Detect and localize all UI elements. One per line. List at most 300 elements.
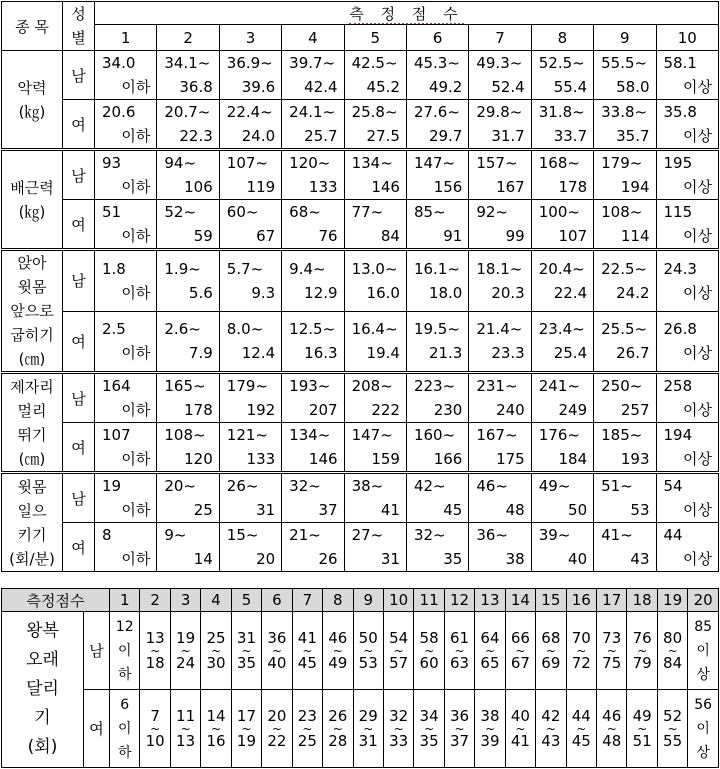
score-cell: [469, 250, 531, 312]
range-low: 19: [102, 477, 122, 495]
range-low: 2.6~: [164, 320, 201, 339]
score-cell: [344, 100, 406, 150]
score-header-14: 14: [505, 589, 535, 612]
gender-cell: 여: [63, 423, 95, 473]
gender-cell: 여: [63, 311, 95, 373]
range-low: 9~: [164, 526, 187, 544]
range-low: 13: [145, 628, 165, 647]
range-low: 49.3~: [476, 54, 523, 72]
range-high: 194: [620, 178, 650, 196]
range-low: 107: [102, 426, 131, 444]
range-low: 34: [419, 706, 439, 725]
score-cell: [344, 473, 406, 523]
score-header-10: 10: [656, 25, 718, 51]
score-cell: [292, 690, 322, 768]
range-tilde: ~: [484, 643, 495, 658]
range-high: 257: [620, 401, 650, 419]
score-cell: [531, 423, 593, 473]
range-low: 165~: [164, 377, 206, 395]
range-low: 185~: [601, 426, 643, 444]
range-high: 26: [318, 550, 338, 568]
score-header-16: 16: [566, 589, 596, 612]
score-cell: [469, 311, 531, 373]
range-low: 39~: [538, 526, 571, 544]
range-low: 5.7~: [226, 259, 264, 278]
score-cell: [170, 612, 200, 690]
score-cell: [383, 612, 413, 690]
score-cell: [406, 311, 468, 373]
range-high: 28: [328, 731, 348, 750]
score-cell: [157, 100, 219, 150]
range-low: 134~: [351, 154, 393, 172]
range-low: 54: [389, 628, 409, 647]
event-row: [2, 473, 719, 523]
header-item: 종 목: [2, 2, 63, 51]
range-high: 52.4: [491, 78, 525, 96]
range-low: 32~: [413, 526, 446, 544]
range-low: 121~: [226, 426, 268, 444]
range-low: 147~: [351, 426, 393, 444]
range-high: 20.3: [491, 283, 525, 302]
range-high: 53: [630, 501, 650, 519]
range-low: 52~: [164, 203, 197, 221]
range-high: 67: [256, 227, 276, 245]
range-high: 207: [308, 401, 338, 419]
score-cell: [219, 200, 281, 250]
score-cell: [262, 690, 292, 768]
gender-cell: 여: [63, 100, 95, 150]
event-row: [2, 423, 719, 473]
range-high: 33: [389, 731, 409, 750]
event-row: [2, 200, 719, 250]
range-high: 이상: [683, 550, 712, 568]
score-cell: [219, 373, 281, 423]
score-cell: [344, 250, 406, 312]
score-header-17: 17: [597, 589, 627, 612]
range-low: 27.6~: [413, 103, 460, 121]
score-header-11: 11: [414, 589, 444, 612]
score-cell: [157, 200, 219, 250]
range-tilde: ~: [332, 643, 343, 658]
score-cell: [656, 100, 718, 150]
range-low: 208~: [351, 377, 393, 395]
range-high: 240: [496, 401, 525, 419]
range-high: 76: [318, 227, 338, 245]
range-high: 167: [496, 178, 525, 196]
score-header-18: 18: [627, 589, 657, 612]
score-cell: [282, 51, 344, 100]
range-tilde: ~: [667, 643, 678, 658]
score-cell: [594, 100, 656, 150]
score-header-4: 4: [201, 589, 231, 612]
range-high: 31: [380, 550, 400, 568]
score-header-3: 3: [219, 25, 281, 51]
range-low: 20: [267, 706, 287, 725]
score-cell: [597, 612, 627, 690]
range-high: 16.3: [304, 344, 338, 363]
score-cell: [282, 150, 344, 200]
range-low: 70: [571, 628, 591, 647]
score-cell: [344, 150, 406, 200]
range-low: 64: [480, 628, 500, 647]
range-high: 10: [145, 731, 165, 750]
range-low: 54: [663, 477, 683, 495]
range-low: 36: [267, 628, 287, 647]
range-high: 58.0: [616, 78, 650, 96]
range-high: 25: [297, 731, 317, 750]
range-high: 이하: [121, 283, 151, 302]
range-low: 13.0~: [351, 259, 398, 278]
range-low: 22.5~: [601, 259, 648, 278]
gender-cell: 남: [84, 612, 110, 690]
score-cell: [157, 523, 219, 572]
range-low: 20~: [164, 477, 197, 495]
score-cell: [469, 373, 531, 423]
event-name: 앉아 윗몸 앞으로 굽히기 (㎝): [2, 250, 63, 373]
range-high: 49: [328, 653, 348, 672]
score-cell: [406, 100, 468, 150]
score-cell: [344, 523, 406, 572]
range-low: 20.6: [102, 103, 136, 121]
event-row: [2, 523, 719, 572]
score-cell: [219, 523, 281, 572]
event-name: 제자리 멀리 뛰기 (㎝): [2, 373, 63, 473]
range-low: 29.8~: [476, 103, 523, 121]
range-low: 49~: [538, 477, 571, 495]
range-low: 193~: [289, 377, 331, 395]
range-high: 이하: [121, 178, 151, 196]
score-header-7: 7: [469, 25, 531, 51]
range-low: 40: [510, 706, 530, 725]
range-high: 41: [380, 501, 400, 519]
range-high: 133: [308, 178, 338, 196]
range-high: 24.0: [241, 127, 276, 145]
range-tilde: ~: [363, 721, 374, 736]
range-low: 58.1: [663, 54, 697, 72]
range-low: 25.8~: [351, 103, 398, 121]
score-cell: [531, 150, 593, 200]
range-low: 194: [663, 426, 693, 444]
range-tilde: ~: [302, 721, 313, 736]
range-low: 157~: [476, 154, 518, 172]
range-low: 26.8: [663, 320, 697, 339]
range-high: 133: [246, 450, 276, 468]
score-cell: [219, 150, 281, 200]
range-low: 258: [663, 377, 693, 395]
range-high: 69: [541, 653, 561, 672]
range-high: 29.7: [428, 127, 463, 145]
event-row: [2, 100, 719, 150]
range-high: 이하: [121, 227, 151, 245]
score-cell: [406, 473, 468, 523]
score-cell: [406, 250, 468, 312]
range-high: 37: [449, 731, 470, 750]
range-low: 80: [663, 628, 683, 647]
range-high: 7.9: [188, 344, 213, 363]
range-high: 222: [371, 401, 400, 419]
score-cell: [95, 423, 157, 473]
score-cell: [656, 523, 718, 572]
score-cell: [353, 612, 383, 690]
range-low: 36~: [476, 526, 508, 544]
score-cell: [219, 311, 281, 373]
range-high: 5.6: [188, 283, 213, 302]
range-high: 72: [571, 653, 591, 672]
range-tilde: ~: [545, 721, 556, 736]
range-high: 63: [449, 653, 470, 672]
score-cell: [140, 612, 170, 690]
score-cell: [469, 423, 531, 473]
range-low: 11: [176, 706, 196, 725]
score-cell: [531, 373, 593, 423]
range-low: 16.1~: [413, 259, 460, 278]
range-low: 168~: [538, 154, 580, 172]
event-row: [2, 690, 719, 768]
score-cell-last: 85 이 상: [688, 612, 719, 690]
score-header-6: 6: [262, 589, 292, 612]
range-low: 8.0~: [226, 320, 264, 339]
range-tilde: ~: [302, 643, 313, 658]
range-high: 67: [510, 653, 530, 672]
score-cell: [531, 523, 593, 572]
event-name: 악력 (㎏): [2, 51, 63, 150]
score-header-9: 9: [353, 589, 383, 612]
gender-cell: 남: [63, 373, 95, 423]
range-low: 36: [449, 706, 470, 725]
range-tilde: ~: [241, 643, 252, 658]
gender-cell: 남: [63, 473, 95, 523]
range-high: 60: [419, 653, 439, 672]
range-tilde: ~: [393, 721, 404, 736]
range-low: 195: [663, 154, 693, 172]
score-cell: [469, 51, 531, 100]
range-high: 39: [480, 731, 500, 750]
score-cell: [406, 150, 468, 200]
score-cell: [531, 51, 593, 100]
score-cell: [656, 311, 718, 373]
header-measure-score: [95, 2, 719, 25]
range-low: 41: [297, 628, 317, 647]
range-high: 35.7: [616, 127, 650, 145]
event-name: 왕복 오래 달리 기 (회): [2, 612, 84, 768]
gender-cell: 여: [84, 690, 110, 768]
range-high: 12.4: [241, 344, 276, 363]
score-cell: [656, 250, 718, 312]
range-high: 51: [632, 731, 652, 750]
range-low: 21.4~: [476, 320, 523, 339]
range-high: 이하: [121, 127, 151, 145]
score-cell: [536, 690, 566, 768]
range-low: 167~: [476, 426, 518, 444]
range-tilde: ~: [637, 721, 648, 736]
range-high: 이상: [683, 450, 712, 468]
range-low: 92~: [476, 203, 508, 221]
score-cell: [594, 200, 656, 250]
range-low: 31.8~: [538, 103, 585, 121]
score-cell: [157, 150, 219, 200]
range-high: 184: [558, 450, 588, 468]
score-cell: [95, 150, 157, 200]
score-cell: [444, 612, 474, 690]
score-cell: [414, 690, 444, 768]
range-high: 166: [433, 450, 463, 468]
event-row: [2, 373, 719, 423]
range-low: 108~: [164, 426, 206, 444]
range-high: 48: [505, 501, 525, 519]
range-high: 43: [630, 550, 650, 568]
range-high: 43: [541, 731, 561, 750]
gender-cell: 남: [63, 51, 95, 100]
range-low: 42.5~: [351, 54, 398, 72]
range-low: 26: [328, 706, 348, 725]
range-low: 73: [602, 628, 622, 647]
range-high: 35: [443, 550, 463, 568]
range-high: 27.5: [366, 127, 400, 145]
score-header-4: 4: [282, 25, 344, 51]
range-low: 14: [206, 706, 226, 725]
range-high: 이하: [121, 344, 151, 363]
score-cell: [157, 51, 219, 100]
range-high: 19.4: [366, 344, 400, 363]
score-cell: [95, 373, 157, 423]
header-measure-label: 측 정 점 수: [349, 4, 464, 23]
score-cell: [95, 200, 157, 250]
range-high: 50: [568, 501, 588, 519]
range-high: 이상: [683, 501, 712, 519]
range-high: 25: [193, 501, 213, 519]
range-high: 53: [358, 653, 378, 672]
score-cell: [282, 200, 344, 250]
score-cell: [531, 311, 593, 373]
range-high: 107: [558, 227, 588, 245]
range-low: 179~: [601, 154, 643, 172]
score-cell: [95, 311, 157, 373]
range-low: 45.3~: [413, 54, 460, 72]
range-tilde: ~: [484, 721, 495, 736]
range-tilde: ~: [606, 643, 617, 658]
score-cell: [157, 311, 219, 373]
score-cell: [656, 150, 718, 200]
range-high: 159: [371, 450, 400, 468]
score-cell: [656, 423, 718, 473]
score-header-7: 7: [292, 589, 322, 612]
range-low: 31: [236, 628, 257, 647]
range-low: 24.3: [663, 259, 697, 278]
score-cell: [406, 200, 468, 250]
range-low: 44: [663, 526, 683, 544]
range-low: 39.7~: [289, 54, 336, 72]
score-cell: [594, 250, 656, 312]
score-header-8: 8: [323, 589, 353, 612]
range-high: 39.6: [241, 78, 276, 96]
range-high: 40: [267, 653, 287, 672]
event-row: [2, 250, 719, 312]
range-high: 25.4: [553, 344, 588, 363]
range-tilde: ~: [667, 721, 678, 736]
range-high: 25.7: [304, 127, 338, 145]
range-high: 55.4: [553, 78, 588, 96]
score-cell: [414, 612, 444, 690]
range-high: 45: [443, 501, 463, 519]
score-cell: [344, 51, 406, 100]
score-cell: [406, 51, 468, 100]
header-score-label: 측정점수: [2, 589, 110, 612]
range-low: 94~: [164, 154, 197, 172]
range-high: 119: [246, 178, 276, 196]
range-high: 79: [632, 653, 652, 672]
range-low: 164: [102, 377, 131, 395]
range-high: 22: [267, 731, 287, 750]
score-header-9: 9: [594, 25, 656, 51]
range-low: 134~: [289, 426, 331, 444]
range-tilde: ~: [180, 721, 191, 736]
range-low: 241~: [538, 377, 580, 395]
score-cell: [594, 51, 656, 100]
score-cell: [444, 690, 474, 768]
header-gender: 성 별: [63, 2, 95, 51]
range-low: 34.1~: [164, 54, 211, 72]
range-high: 55: [663, 731, 683, 750]
range-high: 35: [236, 653, 257, 672]
score-cell: [231, 690, 261, 768]
range-tilde: ~: [515, 721, 526, 736]
range-high: 이상: [683, 344, 712, 363]
score-cell: [323, 612, 353, 690]
range-low: 52: [663, 706, 683, 725]
range-low: 41~: [601, 526, 633, 544]
score-cell: [95, 100, 157, 150]
range-low: 61: [449, 628, 470, 647]
score-cell: [157, 250, 219, 312]
range-high: 18.0: [428, 283, 463, 302]
range-high: 20: [256, 550, 276, 568]
range-low: 24.1~: [289, 103, 336, 121]
range-high: 84: [380, 227, 400, 245]
range-high: 120: [184, 450, 213, 468]
range-low: 19: [176, 628, 196, 647]
score-cell: [594, 150, 656, 200]
range-high: 45: [297, 653, 317, 672]
score-cell: [536, 612, 566, 690]
range-high: 33.7: [553, 127, 588, 145]
header-row-scores: [2, 25, 719, 51]
score-cell: [469, 100, 531, 150]
score-cell: [594, 423, 656, 473]
range-high: 이하: [121, 550, 151, 568]
range-low: 250~: [601, 377, 643, 395]
range-low: 35.8: [663, 103, 697, 121]
range-low: 66: [510, 628, 530, 647]
range-tilde: ~: [241, 721, 252, 736]
score-cell: [282, 373, 344, 423]
range-high: 84: [663, 653, 683, 672]
score-header-6: 6: [406, 25, 468, 51]
score-cell: [406, 423, 468, 473]
score-cell: [219, 423, 281, 473]
range-high: 193: [620, 450, 650, 468]
range-low: 19.5~: [413, 320, 460, 339]
range-high: 49.2: [428, 78, 463, 96]
range-low: 120~: [289, 154, 331, 172]
range-low: 7: [150, 706, 160, 725]
score-cell: [594, 473, 656, 523]
range-high: 35: [419, 731, 439, 750]
event-row: [2, 311, 719, 373]
range-high: 192: [246, 401, 276, 419]
range-high: 146: [371, 178, 400, 196]
range-high: 이하: [121, 450, 151, 468]
score-cell: [344, 311, 406, 373]
